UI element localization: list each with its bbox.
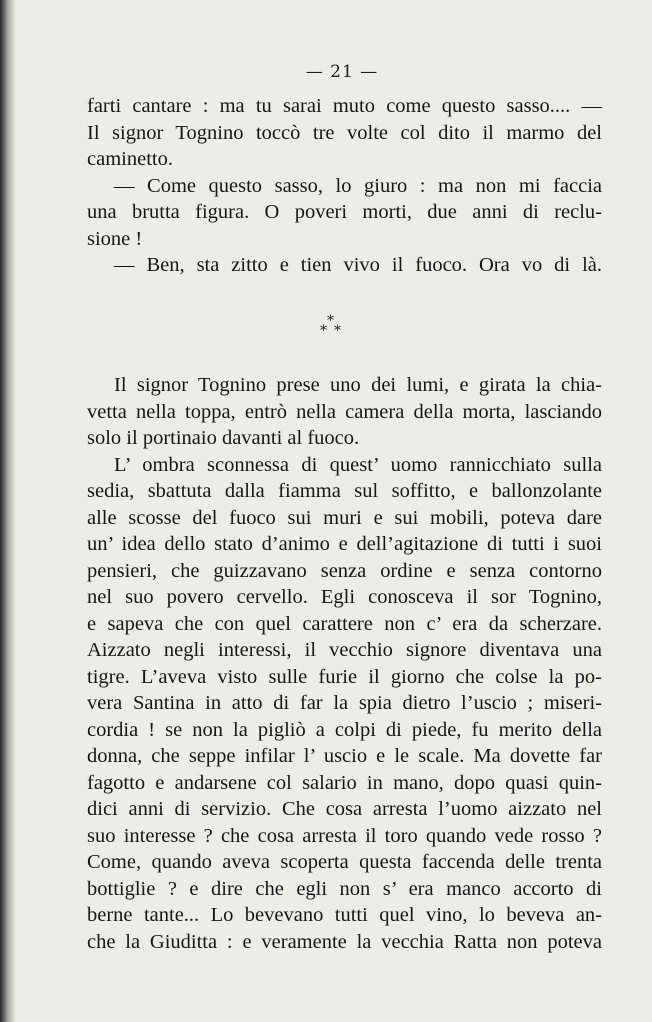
text-line: che la Giuditta : e veramente la vecchia Ratta non poteva [87, 930, 602, 953]
text-line: vera Santina in atto di far la spia dietro l’uscio ; miseri- [87, 692, 602, 714]
text-line: e sapeva che con quel carattere non c’ era da scherzare. [87, 612, 602, 635]
text-line: sedia, sbattuta dalla fiamma sul soffitto, e ballonzolante [87, 480, 602, 502]
text-line: dici anni di servizio. Che cosa arresta l’uomo aizzato nel [87, 798, 602, 820]
text-line: sione ! [87, 227, 143, 250]
text-line: — Come questo sasso, lo giuro : ma non mi faccia [114, 174, 602, 197]
text-line: L’ ombra sconnessa di quest’ uomo rannicchiato sulla [114, 453, 602, 476]
text-line: nel suo povero cervello. Egli conosceva il sor Tognino, [87, 586, 602, 608]
spine-shadow [0, 0, 16, 1022]
narrative-section [87, 372, 602, 955]
text-line: Il signor Tognino toccò tre volte col dito il marmo del [87, 121, 602, 144]
dialogue-section [87, 93, 602, 279]
text-line: bottiglie ? e dire che egli non s’ era manco accorto di [87, 877, 602, 900]
page-number: — 21 — [305, 62, 379, 82]
text-line: tigre. L’aveva visto sulle furie il giorno che colse la po- [87, 665, 602, 688]
text-line: un’ idea dello stato d’animo e dell’agitazione di tutti i suoi [87, 533, 602, 555]
text-line: farti cantare : ma tu sarai muto come questo sasso.... — [87, 95, 602, 117]
text-line: vetta nella toppa, entrò nella camera della morta, lasciando [87, 400, 602, 423]
text-line: Come, quando aveva scoperta questa faccenda delle trenta [87, 851, 602, 873]
text-line: caminetto. [87, 148, 173, 170]
text-line: Aizzato negli interessi, il vecchio signore diventava una [87, 639, 602, 661]
text-line: donna, che seppe infilar l’ uscio e le scale. Ma dovette far [87, 745, 602, 767]
text-line: Il signor Tognino prese uno dei lumi, e girata la chia- [114, 374, 602, 396]
section-separator-asterism [316, 313, 356, 343]
asterism-star: * [320, 323, 327, 339]
text-line: cordia ! se non la pigliò a colpi di piede, fu merito della [87, 718, 602, 741]
asterism-star: * [327, 313, 334, 329]
text-line: alle scosse del fuoco sui muri e sui mobili, poteva dare [87, 506, 602, 529]
text-line: — Ben, sta zitto e tien vivo il fuoco. Ora vo di là. [114, 254, 602, 276]
text-line: berne tante... Lo bevevano tutti quel vino, lo beveva an- [87, 904, 602, 926]
text-line: fagotto e andarsene col salario in mano, dopo quasi quin- [87, 771, 602, 794]
text-line: pensieri, che guizzavano senza ordine e senza contorno [87, 559, 602, 582]
asterism-star: * [334, 323, 341, 339]
text-line: una brutta figura. O poveri morti, due anni di reclu- [87, 201, 602, 223]
text-line: suo interesse ? che cosa arresta il toro quando vede rosso ? [87, 824, 602, 847]
text-line: solo il portinaio davanti al fuoco. [87, 427, 360, 449]
